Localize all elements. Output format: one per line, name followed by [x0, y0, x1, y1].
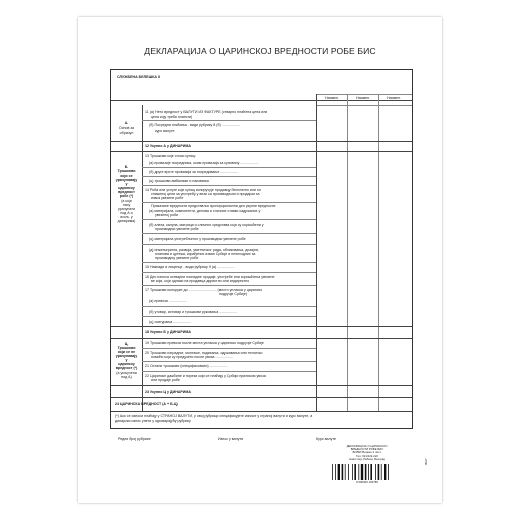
row-18: 18 Укупно Б у ДИНАРИМА: [145, 330, 191, 334]
section-b-l10: нису: [122, 203, 131, 207]
side-code: 0027: [424, 458, 428, 465]
row-12: 12 Укупно А у ДИНАРИМА: [145, 144, 191, 148]
section-b-l6: царинску: [118, 186, 135, 190]
section-c-l8: (а укључени: [116, 371, 137, 375]
row-13a: (а) провизије посредника, осим провизија за куповину ..................: [149, 161, 259, 165]
divider: [316, 105, 412, 106]
col-header-2: Наимен.: [355, 96, 371, 100]
row-14f: увезеној роби: [155, 213, 179, 217]
divider: [111, 326, 412, 327]
row-23: 23 Укупно Ц у ДИНАРИМА: [145, 390, 191, 394]
divider: [111, 397, 412, 398]
divider: [142, 361, 316, 362]
stamp-line-2: ВРЕДНОСТИ РОБЕ БИС: [350, 447, 384, 451]
col-header-3: Наимен.: [386, 96, 402, 100]
barcode-number: 8 600306 163786: [356, 480, 378, 484]
row-11a: 11 (а) Нето вредност у ВАЛУТИ ИЗ ФАКТУРЕ (стварно плаћена цена или: [145, 110, 268, 114]
section-b-l2: Трошкови: [117, 169, 136, 173]
label-exchange-rate: Курс валуте: [316, 437, 337, 441]
section-b-l4: урачунавају: [115, 178, 138, 182]
row-20b: помоћи који су предузети после увоза ..................: [151, 355, 234, 359]
divider: [142, 306, 316, 307]
section-a-sub2: обрачун: [119, 131, 134, 135]
row-13b: (б) друге врсте провизија за посредовање ..................: [149, 170, 239, 174]
row-14l: производњу увезене робе: [155, 256, 199, 260]
divider: [142, 272, 316, 273]
row-14a: 14 Роба или услуге које купац испоручује продавцу бесплатно или по: [145, 188, 261, 192]
label-rubric-number: Редни број рубрике: [118, 437, 151, 441]
section-c-l5: у: [125, 358, 128, 362]
row-14g: (б) алата, калупа, матрица и сличних средстава који су коришћени у: [149, 223, 264, 227]
row-11b: (б) Посредна плаћања - види рубрику 8 (б) ..................: [149, 123, 240, 127]
row-17e: (ц) осигурања ..................: [149, 320, 192, 324]
document-title: ДЕКЛАРАЦИЈА О ЦАРИНСКОЈ ВРЕДНОСТИ РОБЕ БИС: [144, 46, 376, 56]
divider: [142, 348, 316, 349]
row-16a: 16 Део износа оствареи покнадне продаје, употребе или коришћења увезене: [145, 275, 275, 279]
col-header-1: Наимен.: [324, 96, 340, 100]
row-17d: (б) утовар, истовар и трошкови руковања ..................: [149, 310, 238, 314]
row-16b: ве који, који одлази на продавца директно или индиректно: [151, 279, 250, 283]
row-14e: (а) материјала, компоненти, делова и сличних ставки садржаних у: [149, 209, 261, 213]
section-b-l5: у: [125, 182, 128, 186]
section-b-l3: који се: [120, 174, 133, 178]
stamp-line-5: Нови Сад, Рабаса, Београд: [349, 457, 385, 461]
divider: [142, 185, 316, 186]
section-c-l2: Трошкови: [117, 346, 136, 350]
divider: [142, 316, 316, 317]
row-19: 19 Трошкови превоза после места упласка у царинско подручје Србије: [145, 341, 264, 345]
section-b-l14: динарима): [117, 219, 136, 223]
section-c-l4: урачунавају: [115, 354, 138, 358]
row-20a: 20 Трошкови изградње, монтаже, подизања, одржавања или техничко: [145, 351, 263, 355]
divider: [142, 233, 316, 234]
row-21: 21 Остали трошкови (спецификовати) ..................: [145, 364, 228, 368]
row-11a-2: цена коју треба платити): [151, 115, 193, 119]
section-b-l7: вредност: [118, 190, 135, 194]
stamp-line-4: Тел: 021/422-222: [356, 454, 378, 458]
barcode: [326, 464, 408, 480]
stamp-line-3: БИЛЕГ/Бланко 2 лист.: [352, 450, 382, 454]
divider: [142, 244, 316, 245]
row-15: 15 Накнаде и лиценце - види рубрику 9 (а) ..................: [145, 265, 236, 269]
section-c-l7: вредност (*): [115, 366, 138, 370]
divider: [111, 141, 412, 142]
section-b-l13: искљ. у: [120, 215, 133, 219]
section-c-l1: Ц.: [124, 342, 129, 346]
footnote-line-2: динарски износ унети у одговарајућу рубрику: [115, 419, 191, 423]
stamp-line-1: ДЕКЛАРАЦИЈА О ЦАРИНСКОЈ: [346, 444, 388, 448]
row-14c: извоз увезене робе: [151, 196, 184, 200]
row-17c: (а) превоза ..................: [149, 299, 187, 303]
footnote-line-1: (*) Ако се износи плаћају у СТРАНОЈ ВАЛУТИ, у овој рубрици спецификујете износе у страној валути и курс валуте, а: [115, 414, 313, 418]
row-11b-2: курс валуте: [155, 129, 175, 133]
divider: [111, 385, 412, 386]
row-14k: планова и цртежа, израђених изван Србије и неопходних за: [155, 252, 256, 256]
section-c-l9: под А): [121, 375, 132, 379]
row-14d: Приказане вредности представља пропорционални део укупне вредности:: [151, 204, 277, 208]
divider: [316, 94, 412, 95]
divider: [111, 338, 412, 339]
section-b-l1: Б.: [124, 165, 129, 169]
publisher-stamp: [326, 441, 408, 487]
row-14j: (д) инжењеринга, развоја, уметничког рада, обликовања, дизајна,: [149, 248, 259, 252]
official-note-label: СЛУЖБЕНА БЕЛЕШКА II: [117, 75, 160, 79]
row-14i: (ц) материјала употребљеног у производњи увезене робе: [149, 237, 246, 241]
section-c-l6: царинску: [118, 362, 135, 366]
label-amount-currency: Износ у валути: [218, 437, 244, 441]
divider: [142, 262, 316, 263]
section-c-l3: који се не: [117, 350, 136, 354]
document-sheet: [78, 17, 442, 503]
row-14b: сниженој цени за употребу у вези са производњом и продајом за: [151, 192, 260, 196]
form-frame: [110, 69, 413, 429]
divider: [142, 285, 316, 286]
row-13: 13 Трошкови које сноси купац:: [145, 154, 196, 158]
divider: [142, 176, 316, 177]
row-17b: подручје Србије): [219, 292, 248, 296]
section-a-label: А.: [124, 121, 129, 125]
row-24: 24 ЦАРИНСКА ВРЕДНОСТ (А + Б-Ц): [115, 402, 178, 406]
section-b-l11: урачунати: [118, 207, 135, 211]
row-17: 17 Трошкови испоруке до ............................ (место упласка у царинско: [145, 288, 263, 292]
divider: [142, 120, 316, 121]
section-b-l12: под А и: [120, 211, 133, 215]
section-b-l9: (а који: [121, 199, 132, 203]
row-13c: (ц) трошкови амбалаже и паковања: [149, 179, 209, 183]
section-b-l8: робе (*): [119, 194, 134, 198]
divider: [142, 202, 316, 203]
divider: [142, 219, 316, 220]
row-22b: или продаје робе: [151, 378, 180, 382]
section-a-sub1: Основ за: [118, 126, 135, 130]
divider: [111, 411, 412, 412]
divider: [142, 167, 316, 168]
divider: [111, 151, 412, 152]
divider: [142, 371, 316, 372]
row-22a: 22 Царинске дажбине и порези који се плаћају у Србији приликом увоза: [145, 374, 266, 378]
row-14h: производњи увезене робе: [155, 227, 199, 231]
